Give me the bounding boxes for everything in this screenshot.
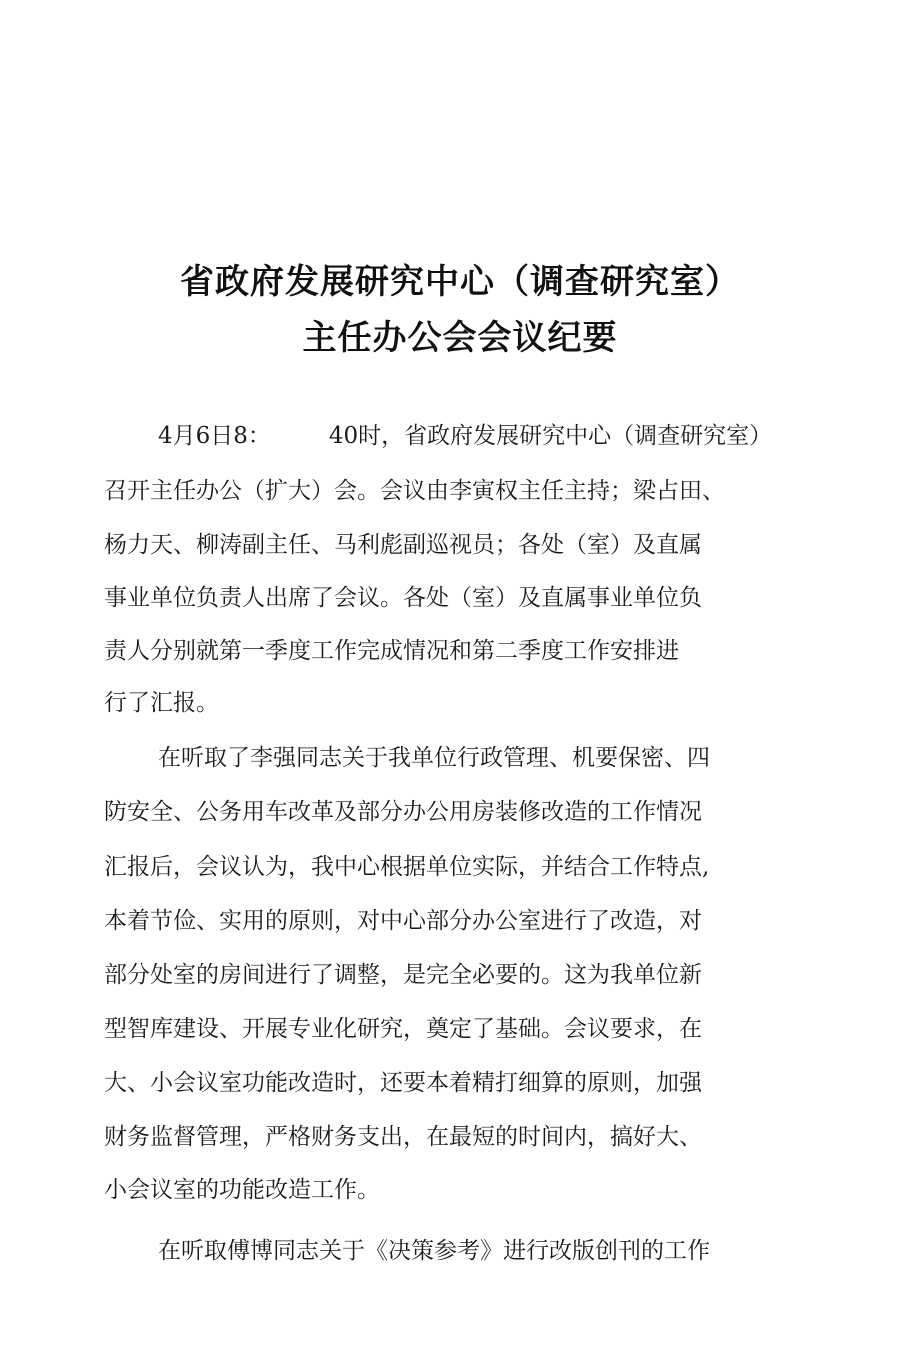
paragraph-line: 小会议室的功能改造工作。 (104, 1177, 380, 1203)
paragraph-line: 事业单位负责人出席了会议。各处（室）及直属事业单位负 (104, 585, 702, 611)
paragraph-line (158, 421, 772, 451)
meeting-time-text: 40时，省政府发展研究中心（调查研究室） (328, 423, 773, 449)
paragraph-line: 本着节俭、实用的原则，对中心部分办公室进行了改造，对 (104, 908, 702, 934)
paragraph-line: 部分处室的房间进行了调整，是完全必要的。这为我单位新 (104, 962, 702, 988)
paragraph-line: 财务监督管理，严格财务支出，在最短的时间内，搞好大、 (104, 1124, 702, 1150)
paragraph-line: 杨力天、柳涛副主任、马利彪副巡视员；各处（室）及直属 (104, 532, 702, 558)
document-title-line-2: 主任办公会会议纪要 (302, 318, 618, 358)
paragraph-line: 汇报后，会议认为，我中心根据单位实际，并结合工作特点, (104, 854, 710, 880)
meeting-date: 4月6日8： (158, 423, 271, 449)
document-title-line-1: 省政府发展研究中心（调查研究室） (180, 262, 740, 302)
paragraph-line: 在听取了李强同志关于我单位行政管理、机要保密、四 (158, 745, 710, 771)
paragraph-line: 在听取傅博同志关于《决策参考》进行改版创刊的工作 (158, 1238, 710, 1264)
paragraph-line: 召开主任办公（扩大）会。会议由李寅权主任主持；梁占田、 (104, 478, 725, 504)
paragraph-line: 责人分别就第一季度工作完成情况和第二季度工作安排进 (104, 638, 679, 664)
paragraph-line: 型智库建设、开展专业化研究，奠定了基础。会议要求，在 (104, 1016, 702, 1042)
paragraph-line: 大、小会议室功能改造时，还要本着精打细算的原则，加强 (104, 1070, 702, 1096)
paragraph-line: 行了汇报。 (104, 690, 219, 716)
paragraph-line: 防安全、公务用车改革及部分办公用房装修改造的工作情况 (104, 799, 702, 825)
